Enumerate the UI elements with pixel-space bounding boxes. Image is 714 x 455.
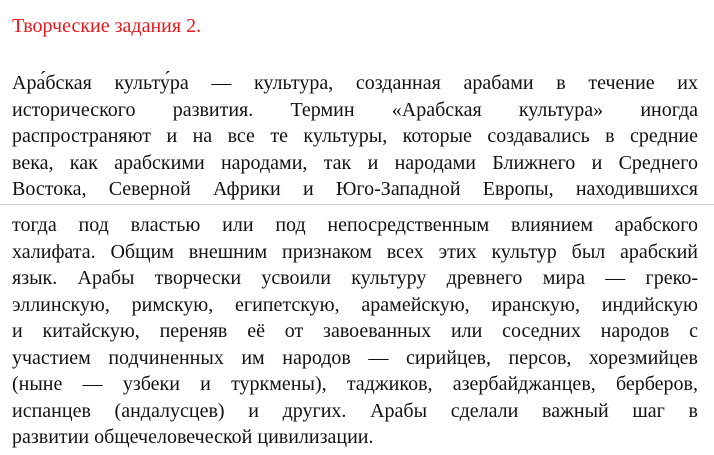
text-line: участием подчиненных им народов — сирийцев, персов, хорезмийцев — [12, 346, 698, 369]
paragraph-top — [12, 70, 698, 203]
text-line: халифата. Общим внешним признаком всех этих культур был арабский — [12, 240, 698, 263]
text-line: (ныне — узбеки и туркмены), таджиков, азербайджанцев, берберов, — [12, 373, 698, 395]
text-line: Ара́бская культу́ра — культура, созданная арабами в течение их — [12, 72, 698, 94]
text-line: и китайскую, переняв её от завоеванных или соседних народов с — [12, 320, 698, 342]
text-line: язык. Арабы творчески усвоили культуру древнего мира — греко- — [12, 267, 698, 289]
page-break-divider — [0, 204, 714, 205]
text-line: Востока, Северной Африки и Юго-Западной Европы, находившихся — [12, 178, 698, 200]
task-heading: Творческие задания 2. — [12, 15, 202, 37]
paragraph-bottom — [12, 212, 698, 451]
text-line: века, как арабскими народами, так и народами Ближнего и Среднего — [12, 151, 698, 174]
text-line: эллинскую, римскую, египетскую, арамейскую, иранскую, индийскую — [12, 293, 698, 316]
text-line: развитии общечеловеческой цивилизации. — [12, 426, 374, 448]
text-line: исторического развития. Термин «Арабская культура» иногда — [12, 98, 698, 121]
text-line: распространяют и на все те культуры, которые создавались в средние — [12, 125, 698, 147]
text-line: тогда под властью или под непосредственным влиянием арабского — [12, 214, 698, 236]
text-line: испанцев (андалусцев) и других. Арабы сделали важный шаг в — [12, 399, 698, 422]
